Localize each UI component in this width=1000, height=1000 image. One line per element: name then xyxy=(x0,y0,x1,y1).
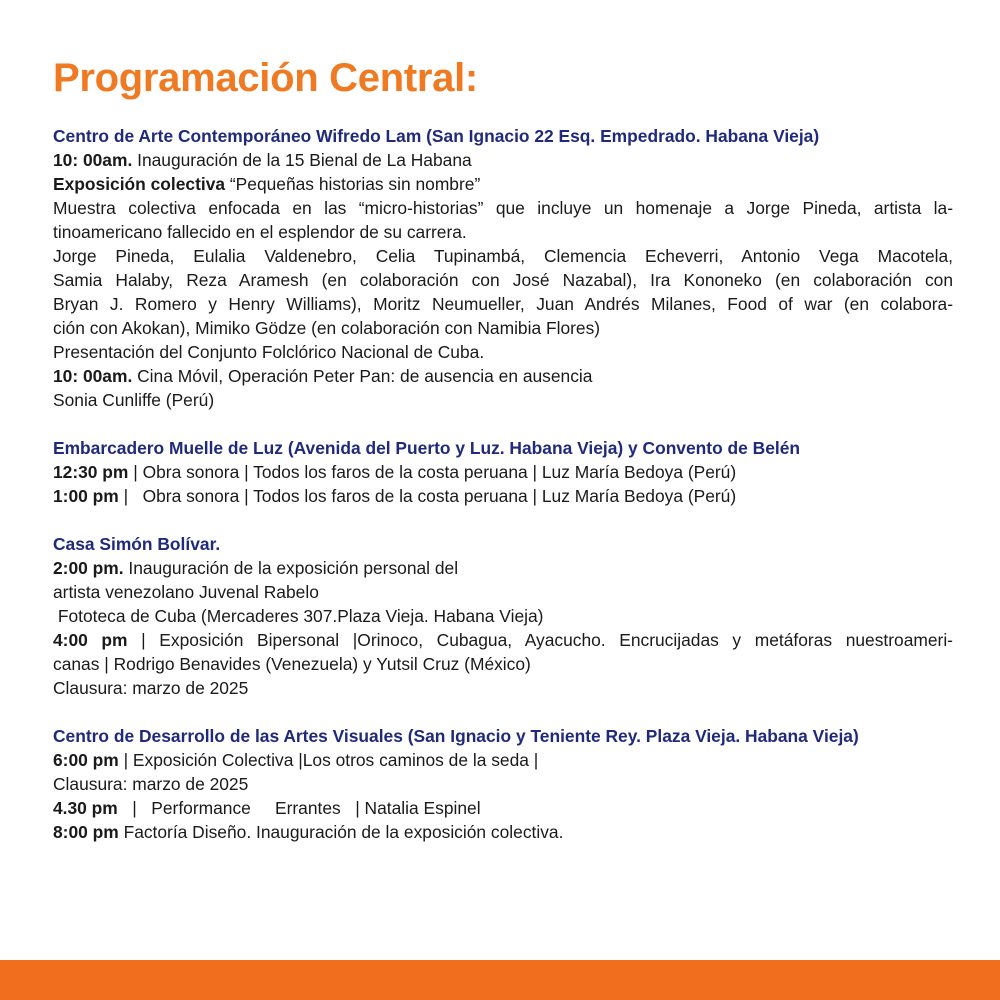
schedule-line xyxy=(53,148,953,172)
description-line: Presentación del Conjunto Folclórico Nacional de Cuba. xyxy=(53,342,485,362)
schedule-line xyxy=(53,460,953,484)
artists-line: ción con Akokan), Mimiko Gödze (en colaboración con Namibia Flores) xyxy=(53,318,601,338)
program-section xyxy=(53,724,953,844)
description-line: Fototeca de Cuba (Mercaderes 307.Plaza Vieja. Habana Vieja) xyxy=(53,606,544,626)
schedule-time: 1:00 pm xyxy=(53,486,119,506)
program-section xyxy=(53,124,953,412)
description-line: Muestra colectiva enfocada en las “micro-historias” que incluye un homenaje a Jorge Pineda, artista la- xyxy=(53,198,953,218)
schedule-text: | Obra sonora | Todos los faros de la costa peruana | Luz María Bedoya (Perú) xyxy=(128,462,737,482)
schedule-time: 10: 00am. xyxy=(53,150,133,170)
schedule-time: 4.30 pm xyxy=(53,798,118,818)
schedule-line xyxy=(53,628,953,652)
closing-line: Clausura: marzo de 2025 xyxy=(53,774,249,794)
schedule-time: 4:00 pm xyxy=(53,630,128,650)
venue-heading: Casa Simón Bolívar. xyxy=(53,534,221,554)
schedule-time: 12:30 pm xyxy=(53,462,129,482)
artists-line: Jorge Pineda, Eulalia Valdenebro, Celia Tupinambá, Clemencia Echeverri, Antonio Vega Macotela, xyxy=(53,246,953,266)
description-line: canas | Rodrigo Benavides (Venezuela) y Yutsil Cruz (México) xyxy=(53,654,531,674)
schedule-text: Inauguración de la exposición personal del xyxy=(123,558,459,578)
schedule-text: | Obra sonora | Todos los faros de la costa peruana | Luz María Bedoya (Perú) xyxy=(118,486,737,506)
schedule-time: 8:00 pm xyxy=(53,822,119,842)
program-section xyxy=(53,436,953,508)
description-line: tinoamericano fallecido en el esplendor de su carrera. xyxy=(53,222,467,242)
schedule-text: Factoría Diseño. Inauguración de la exposición colectiva. xyxy=(118,822,564,842)
schedule-line xyxy=(53,820,953,844)
schedule-line xyxy=(53,172,953,196)
bottom-accent-bar xyxy=(0,960,1000,1000)
schedule-text: | Exposición Colectiva |Los otros caminos de la seda | xyxy=(118,750,539,770)
venue-heading: Centro de Desarrollo de las Artes Visuales (San Ignacio y Teniente Rey. Plaza Vieja. Habana Vieja) xyxy=(53,726,859,746)
schedule-line xyxy=(53,364,953,388)
program-content xyxy=(53,124,953,868)
schedule-time: 2:00 pm. xyxy=(53,558,124,578)
artists-line: Samia Halaby, Reza Aramesh (en colaboración con José Nazabal), Ira Kononeko (en colaboración con xyxy=(53,270,953,290)
schedule-line xyxy=(53,556,953,580)
artists-line: Bryan J. Romero y Henry Williams), Moritz Neumueller, Juan Andrés Milanes, Food of war (en colabora- xyxy=(53,294,953,314)
schedule-text: Cina Móvil, Operación Peter Pan: de ausencia en ausencia xyxy=(132,366,593,386)
schedule-text: | Exposición Bipersonal |Orinoco, Cubagua, Ayacucho. Encrucijadas y metáforas nuestroameri- xyxy=(127,630,953,650)
program-section xyxy=(53,532,953,700)
schedule-time: 10: 00am. xyxy=(53,366,133,386)
schedule-text: | Performance Errantes | Natalia Espinel xyxy=(117,798,481,818)
schedule-line xyxy=(53,484,953,508)
schedule-text: Inauguración de la 15 Bienal de La Habana xyxy=(132,150,472,170)
description-line: artista venezolano Juvenal Rabelo xyxy=(53,582,319,602)
schedule-line xyxy=(53,748,953,772)
description-line: Sonia Cunliffe (Perú) xyxy=(53,390,215,410)
venue-heading: Embarcadero Muelle de Luz (Avenida del Puerto y Luz. Habana Vieja) y Convento de Belén xyxy=(53,438,801,458)
closing-line: Clausura: marzo de 2025 xyxy=(53,678,249,698)
schedule-line xyxy=(53,796,953,820)
schedule-text: “Pequeñas historias sin nombre” xyxy=(225,174,481,194)
schedule-time: 6:00 pm xyxy=(53,750,119,770)
page-title: Programación Central: xyxy=(53,56,478,100)
schedule-label: Exposición colectiva xyxy=(53,174,226,194)
venue-heading: Centro de Arte Contemporáneo Wifredo Lam (San Ignacio 22 Esq. Empedrado. Habana Vieja) xyxy=(53,126,820,146)
